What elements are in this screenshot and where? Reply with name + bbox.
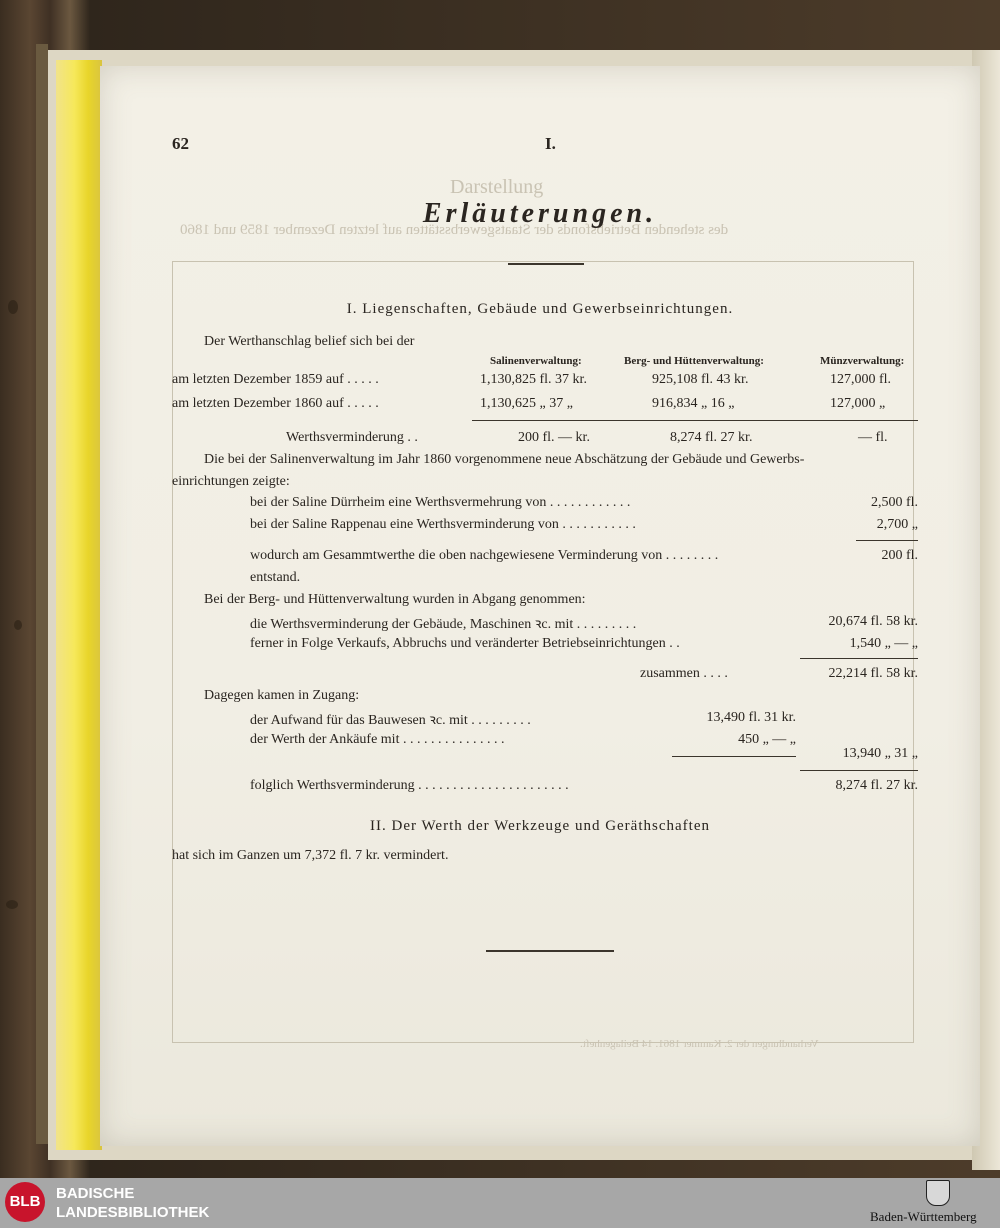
bleed-through-heading: Darstellung	[450, 176, 544, 198]
duerrheim-label: bei der Saline Dürrheim eine Werthsvermehrung von . . . . . . . . . . . .	[250, 495, 631, 510]
zugang-intro: Dagegen kamen in Zugang:	[204, 688, 360, 703]
abgang-2-value: 1,540 „ — „	[849, 636, 918, 651]
sum-rule	[856, 540, 918, 541]
sum-rule	[800, 658, 918, 659]
wodurch-value: 200 fl.	[881, 548, 918, 563]
row-1860-berg: 916,834 „ 16 „	[652, 396, 735, 411]
crest-icon	[926, 1180, 950, 1206]
schaetzung-line-2: einrichtungen zeigte:	[172, 474, 290, 489]
bleed-through-footer: Verhandlungen der 2. Kammer 1861. 14 Beilagenheft.	[580, 1038, 819, 1050]
col-header-berg: Berg- und Hüttenverwaltung:	[624, 355, 764, 367]
spine-stain	[14, 620, 22, 630]
diff-muenz: — fl.	[858, 430, 888, 445]
page-title: Erläuterungen.	[422, 198, 658, 229]
cover-edge	[36, 44, 48, 1144]
book-page	[100, 66, 980, 1146]
library-footer	[0, 1178, 1000, 1228]
row-1860-label: am letzten Dezember 1860 auf . . . . .	[172, 396, 379, 411]
col-header-salinen: Salinenverwaltung:	[490, 355, 582, 367]
zugang-2-value: 450 „ — „	[738, 732, 796, 747]
diff-berg: 8,274 fl. 27 kr.	[670, 430, 753, 445]
folglich-label: folglich Werthsverminderung . . . . . . . . . . . . . . . . . . . . . .	[250, 778, 569, 793]
row-1859-salinen: 1,130,825 fl. 37 kr.	[480, 372, 587, 387]
spine-stain	[6, 900, 18, 909]
sum-rule	[672, 756, 796, 757]
section-heading-2: II. Der Werth der Werkzeuge und Geräthschaften	[370, 818, 710, 834]
diff-label: Werthsverminderung . .	[286, 430, 418, 445]
col-header-muenz: Münzverwaltung:	[820, 355, 905, 367]
blb-logo[interactable]: BLB	[5, 1182, 45, 1222]
sum-rule	[472, 420, 918, 421]
sum-rule	[800, 770, 918, 771]
row-1859-berg: 925,108 fl. 43 kr.	[652, 372, 749, 387]
section-2-text: hat sich im Ganzen um 7,372 fl. 7 kr. vermindert.	[172, 848, 449, 863]
row-1859-muenz: 127,000 fl.	[830, 372, 892, 387]
zugang-1-label: der Aufwand für das Bauwesen ꝛc. mit . . . . . . . . .	[250, 713, 531, 728]
rappenau-label: bei der Saline Rappenau eine Werthsverminderung von . . . . . . . . . . .	[250, 517, 636, 532]
library-name[interactable]	[56, 1184, 209, 1222]
zugang-1-value: 13,490 fl. 31 kr.	[706, 710, 796, 725]
zugang-2-label: der Werth der Ankäufe mit . . . . . . . . . . . . . . .	[250, 732, 505, 747]
page-number: 62	[172, 134, 189, 153]
state-name: Baden-Württemberg	[870, 1209, 977, 1224]
wodurch-line-1: wodurch am Gesammtwerthe die oben nachgewiesene Verminderung von . . . . . . . .	[250, 548, 719, 563]
section-number: I.	[545, 134, 556, 153]
end-rule	[486, 950, 614, 952]
abgang-1-value: 20,674 fl. 58 kr.	[828, 614, 918, 629]
row-1860-muenz: 127,000 „	[830, 396, 886, 411]
abgang-1-label: die Werthsverminderung der Gebäude, Maschinen ꝛc. mit . . . . . . . . .	[250, 617, 637, 632]
page-edge-gilt	[56, 60, 102, 1150]
zusammen-label: zusammen . . . .	[640, 666, 728, 681]
wodurch-line-2: entstand.	[250, 570, 301, 585]
title-rule	[508, 263, 584, 265]
abgang-2-label: ferner in Folge Verkaufs, Abbruchs und veränderter Betriebseinrichtungen . .	[250, 636, 680, 651]
zugang-total: 13,940 „ 31 „	[842, 746, 918, 761]
zusammen-value: 22,214 fl. 58 kr.	[828, 666, 918, 681]
library-name-line-2: LANDESBIBLIOTHEK	[56, 1204, 210, 1221]
library-name-line-1: BADISCHE	[56, 1185, 135, 1202]
rappenau-value: 2,700 „	[876, 517, 918, 532]
spine-stain	[8, 300, 18, 314]
schaetzung-line-1: Die bei der Salinenverwaltung im Jahr 1860 vorgenommene neue Abschätzung der Gebäude und Gewerbs-	[204, 452, 805, 467]
folglich-value: 8,274 fl. 27 kr.	[835, 778, 918, 793]
duerrheim-value: 2,500 fl.	[870, 495, 918, 510]
diff-salinen: 200 fl. — kr.	[518, 430, 590, 445]
row-1859-label: am letzten Dezember 1859 auf . . . . .	[172, 372, 379, 387]
bleed-through-subheading: des stehenden Betriebsfonds der Staatsgewerbsstätten auf letzten Dezember 1859 und 1860	[180, 222, 729, 238]
intro-text: Der Werthanschlag belief sich bei der	[204, 334, 415, 349]
berg-intro: Bei der Berg- und Hüttenverwaltung wurden in Abgang genommen:	[204, 592, 586, 607]
section-heading-1: I. Liegenschaften, Gebäude und Gewerbseinrichtungen.	[346, 301, 734, 317]
row-1860-salinen: 1,130,625 „ 37 „	[480, 396, 573, 411]
